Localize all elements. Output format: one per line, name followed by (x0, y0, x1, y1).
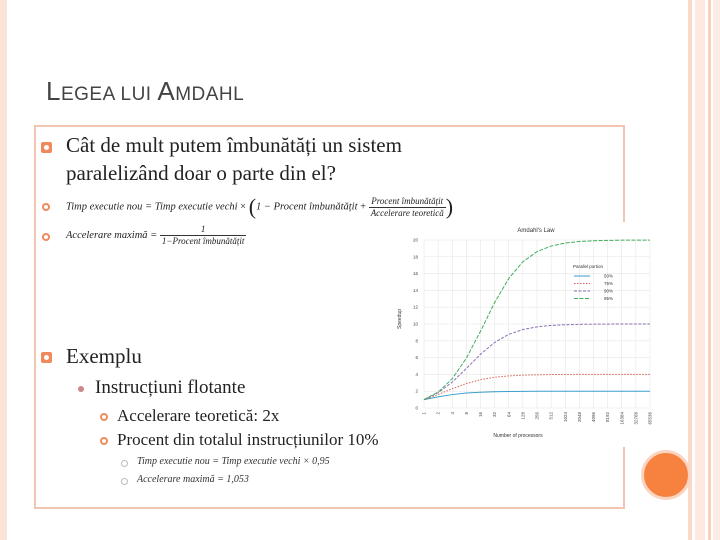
y-tick-label: 12 (412, 304, 418, 310)
y-tick-label: 4 (415, 371, 418, 377)
chart-y-axis-label: Speedup (397, 308, 403, 330)
x-tick-label: 8192 (605, 412, 611, 423)
legend-label: 50% (604, 273, 614, 279)
legend-label: 90% (604, 288, 614, 294)
bullet-icon (42, 233, 50, 241)
formula1-denominator: Accelerare teoretică (370, 207, 444, 218)
main-question-line1: Cât de mult putem îmbunătăți un sistem (66, 133, 402, 157)
new-exec-time-result: Timp executie nou = Timp executie vechi × 0,95 (137, 456, 330, 467)
formula2-fraction (160, 224, 246, 247)
x-tick-label: 2048 (576, 412, 582, 423)
example-heading: Exemplu (66, 344, 142, 368)
legend-title: Parallel portion (573, 264, 604, 269)
x-tick-label: 8 (463, 412, 469, 415)
formula2-numerator: 1 (160, 224, 246, 236)
right-edge-strip-3 (708, 0, 711, 540)
chart-legend (573, 264, 613, 301)
bullet-icon (100, 413, 108, 421)
bullet-icon (42, 203, 50, 211)
floating-point-instructions: Instrucțiuni flotante (95, 377, 246, 398)
y-tick-label: 6 (415, 355, 418, 361)
chart-title: Amdahl's Law (517, 228, 555, 234)
right-edge-strip-1 (688, 0, 692, 540)
formula1-plus: + (360, 201, 367, 213)
x-tick-label: 32768 (633, 412, 639, 425)
formula-max-speedup (66, 222, 246, 250)
formula2-denominator: 1−Procent îmbunătățit (161, 236, 245, 247)
bullet-icon (78, 386, 84, 392)
formula1-paren-close: ) (445, 194, 454, 219)
x-tick-label: 4 (449, 412, 455, 415)
title-initial: L (46, 76, 61, 106)
bullet-icon (100, 437, 108, 445)
title-part2: MDAHL (175, 84, 245, 105)
title-part1: EGEA LUI (60, 84, 158, 105)
x-tick-label: 512 (548, 412, 554, 420)
slide-title (46, 76, 244, 107)
chart-x-axis-label: Number of processors (493, 433, 543, 439)
chart-x-ticks (422, 412, 653, 425)
theoretical-speedup: Accelerare teoretică: 2x (117, 406, 280, 425)
right-edge-strip-2 (695, 0, 705, 540)
bullet-icon (41, 142, 52, 153)
y-tick-label: 10 (412, 321, 418, 327)
y-tick-label: 0 (415, 405, 418, 411)
right-edge-strip-4 (713, 0, 720, 540)
x-tick-label: 256 (534, 412, 540, 420)
formula1-times: × (240, 201, 247, 213)
y-tick-label: 20 (412, 237, 418, 243)
left-edge-strip (0, 0, 7, 540)
formula1-lhs: Timp executie nou = Timp executie vechi (66, 201, 238, 213)
formula1-numerator: Procent îmbunătățit (369, 196, 446, 208)
x-tick-label: 1 (421, 412, 427, 415)
title-initial-2: A (157, 76, 176, 106)
legend-label: 95% (604, 296, 614, 301)
x-tick-label: 64 (506, 412, 512, 418)
y-tick-label: 2 (415, 388, 418, 394)
formula-new-exec-time (66, 192, 453, 222)
formula1-term: 1 − Procent îmbunătățit (256, 201, 358, 213)
y-tick-label: 14 (412, 287, 418, 293)
x-tick-label: 128 (520, 412, 526, 420)
main-question-line2: paralelizând doar o parte din el? (66, 161, 336, 185)
bullet-icon (41, 352, 52, 363)
decorative-circle (641, 450, 691, 500)
y-tick-label: 16 (412, 271, 418, 277)
formula1-fraction (369, 196, 446, 219)
bullet-icon (121, 478, 128, 485)
bullet-icon (121, 460, 128, 467)
max-speedup-result: Accelerare maximă = 1,053 (137, 474, 249, 485)
amdahl-chart (388, 222, 658, 447)
y-tick-label: 8 (415, 338, 418, 344)
formula2-lhs: Accelerare maximă = (66, 230, 158, 241)
y-tick-label: 18 (412, 254, 418, 260)
formula1-paren-open: ( (248, 194, 257, 219)
x-tick-label: 16384 (619, 412, 625, 425)
instruction-percentage: Procent din totalul instrucțiunilor 10% (117, 430, 379, 449)
x-tick-label: 1024 (562, 412, 568, 423)
x-tick-label: 65536 (647, 412, 653, 425)
x-tick-label: 32 (492, 412, 498, 418)
x-tick-label: 2 (435, 412, 441, 415)
x-tick-label: 4096 (591, 412, 596, 423)
legend-label: 75% (604, 281, 614, 286)
chart-y-ticks (413, 238, 419, 411)
x-tick-label: 16 (478, 412, 483, 418)
